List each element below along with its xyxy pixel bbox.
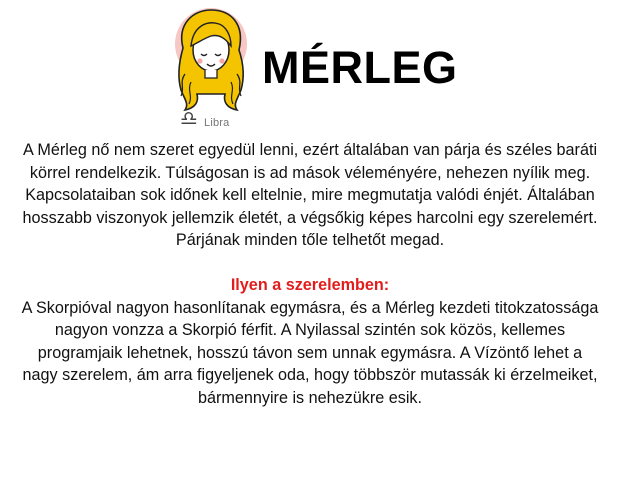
love-section-paragraph: A Skorpióval nagyon hasonlítanak egymásra, és a Mérleg kezdeti titokzatossága nagyon vonzza a Skorpió férfit. A Nyilassal szintén sok közös, kellemes programjaik lehetnek, hosszú távon sem unnak egymásra. A Vízöntő lehet a nagy szerelem, ám arra figyeljenek oda, hogy többször mutassák ki érzelmeiket, bármennyire is nehezükre esik. <box>21 298 599 407</box>
love-section-heading: Ilyen a szerelemben: <box>230 275 390 294</box>
description-paragraph: A Mérleg nő nem szeret egyedül lenni, ezért általában van párja és széles baráti körrel rendelkezik. Túlságosan is ad mások véleményére, nehezen nyílik meg. Kapcsolataiban sok időnek kell eltelnie, mire megmutatja valódi énjét. Általában hosszabb viszonyok jellemzik életét, a végsőkig képes harcolni egy szerelemért. Párjának minden tőle telhetőt megad. <box>22 141 598 250</box>
header <box>0 0 620 138</box>
libra-symbol-icon: ♎︎ <box>180 106 198 130</box>
section-spacer <box>20 252 600 274</box>
content <box>20 139 600 410</box>
emblem-caption: Libra <box>204 117 230 129</box>
page-title: MÉRLEG <box>262 42 458 93</box>
